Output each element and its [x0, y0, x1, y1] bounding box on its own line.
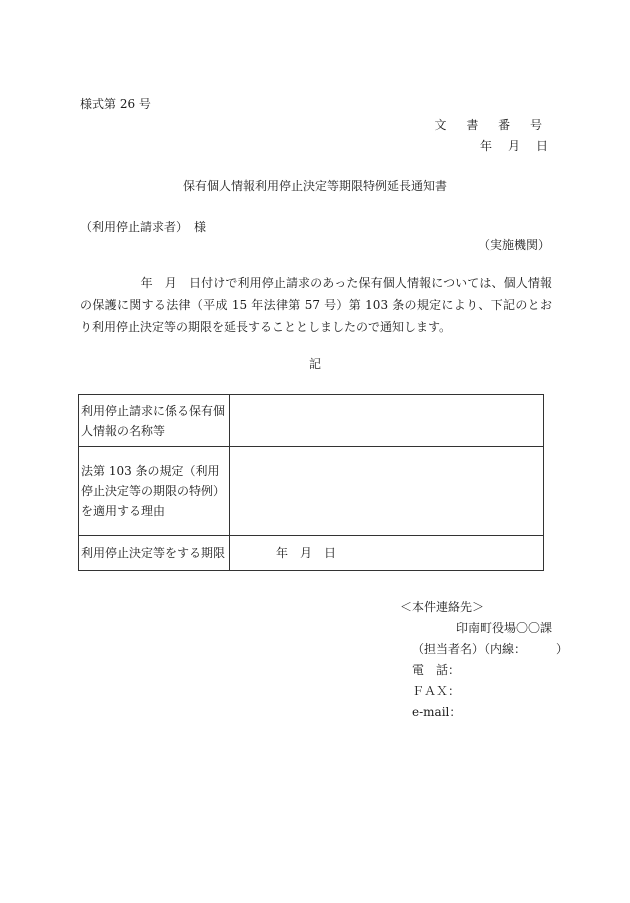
agency-line: （実施機関）: [477, 238, 550, 252]
document-number-label: 文 書 番 号: [434, 118, 550, 132]
contact-office: 印南町役場〇〇課: [455, 621, 552, 635]
notice-body: 年 月 日付けで利用停止請求のあった保有個人情報については、個人情報の保護に関する法律（平成 15 年法律第 57 号）第 103 条の規定により、下記のとおり利用停止決定等の期限を延長することとしましたので通知します。: [80, 276, 552, 334]
contact-person: （担当者名）（内線： ）: [412, 642, 569, 656]
table-row: [79, 536, 544, 571]
page-title: 保有個人情報利用停止決定等期限特例延長通知書: [182, 179, 447, 193]
ki-heading: 記: [308, 357, 321, 371]
row-value-info-name: [230, 395, 544, 447]
row-label-deadline: 利用停止決定等をする期限: [79, 536, 230, 571]
date-line: 年 月 日: [479, 139, 550, 153]
contact-block: [400, 597, 569, 723]
contact-fax: ＦＡＸ：: [412, 684, 461, 698]
form-number: 様式第 26 号: [80, 97, 151, 111]
contact-phone: 電 話：: [412, 663, 461, 677]
contact-email: e-mail：: [412, 705, 462, 719]
row-value-deadline: 年 月 日: [230, 536, 544, 571]
row-value-reason: [230, 447, 544, 536]
table-row: [79, 395, 544, 447]
row-label-reason: 法第 103 条の規定（利用停止決定等の期限の特例）を適用する理由: [79, 447, 230, 536]
table-row: [79, 447, 544, 536]
contact-heading: ＜本件連絡先＞: [400, 600, 485, 614]
row-label-info-name: 利用停止請求に係る保有個人情報の名称等: [79, 395, 230, 447]
recipient-line: （利用停止請求者） 様: [80, 220, 207, 234]
details-table: [78, 394, 544, 571]
